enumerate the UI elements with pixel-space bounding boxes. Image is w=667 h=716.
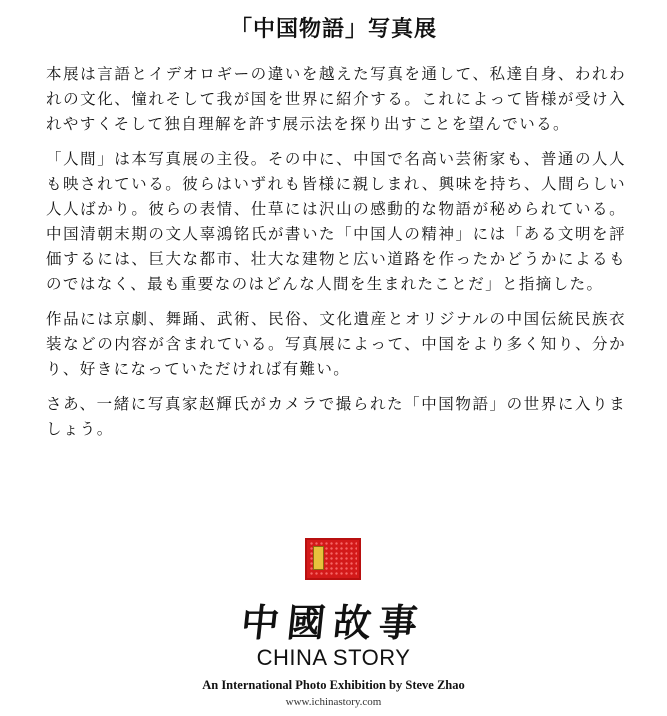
website-url[interactable]: www.ichinastory.com (285, 696, 382, 708)
logo-calligraphy: 中國故事 (238, 600, 428, 645)
body-text (46, 62, 626, 452)
seal-stamp-icon (305, 538, 361, 580)
logo-english-title: CHINA STORY (256, 645, 411, 670)
stamp-emblem (313, 546, 324, 570)
page-title: 「中国物語」写真展 (229, 17, 437, 42)
logo-subtitle: An International Photo Exhibition by Steve Zhao (202, 678, 465, 692)
paragraph-people: 「人間」は本写真展の主役。その中に、中国で名高い芸術家も、普通の人人も映されている。彼らはいずれも皆様に親しまれ、興味を持ち、人間らしい人人ばかり。彼らの表情、仕草には沢山の感動的な物語が秘められている。中国清朝末期の文人辜鴻铭氏が書いた「中国人の精神」には「ある文明を評価するには、巨大な都市、壮大な建物と広い道路を作ったかどうかによるものではなく、最も重要なのはどんな人間を生まれたことだ」と指摘した。 (46, 150, 626, 293)
paragraph-intro: 本展は言語とイデオロギーの違いを越えた写真を通して、私達自身、われわれの文化、憧れそして我が国を世界に紹介する。これによって皆様が受け入れやすくそして独自理解を許す展示法を探り出すことを望んでいる。 (46, 65, 626, 133)
paragraph-content: 作品には京劇、舞踊、武術、民俗、文化遺産とオリジナルの中国伝統民族衣装などの内容が含まれている。写真展によって、中国をより多く知り、分かり、好きになっていただければ有難い。 (46, 310, 626, 378)
paragraph-invitation: さあ、一緒に写真家赵輝氏がカメラで撮られた「中国物語」の世界に入りましょう。 (46, 395, 626, 438)
